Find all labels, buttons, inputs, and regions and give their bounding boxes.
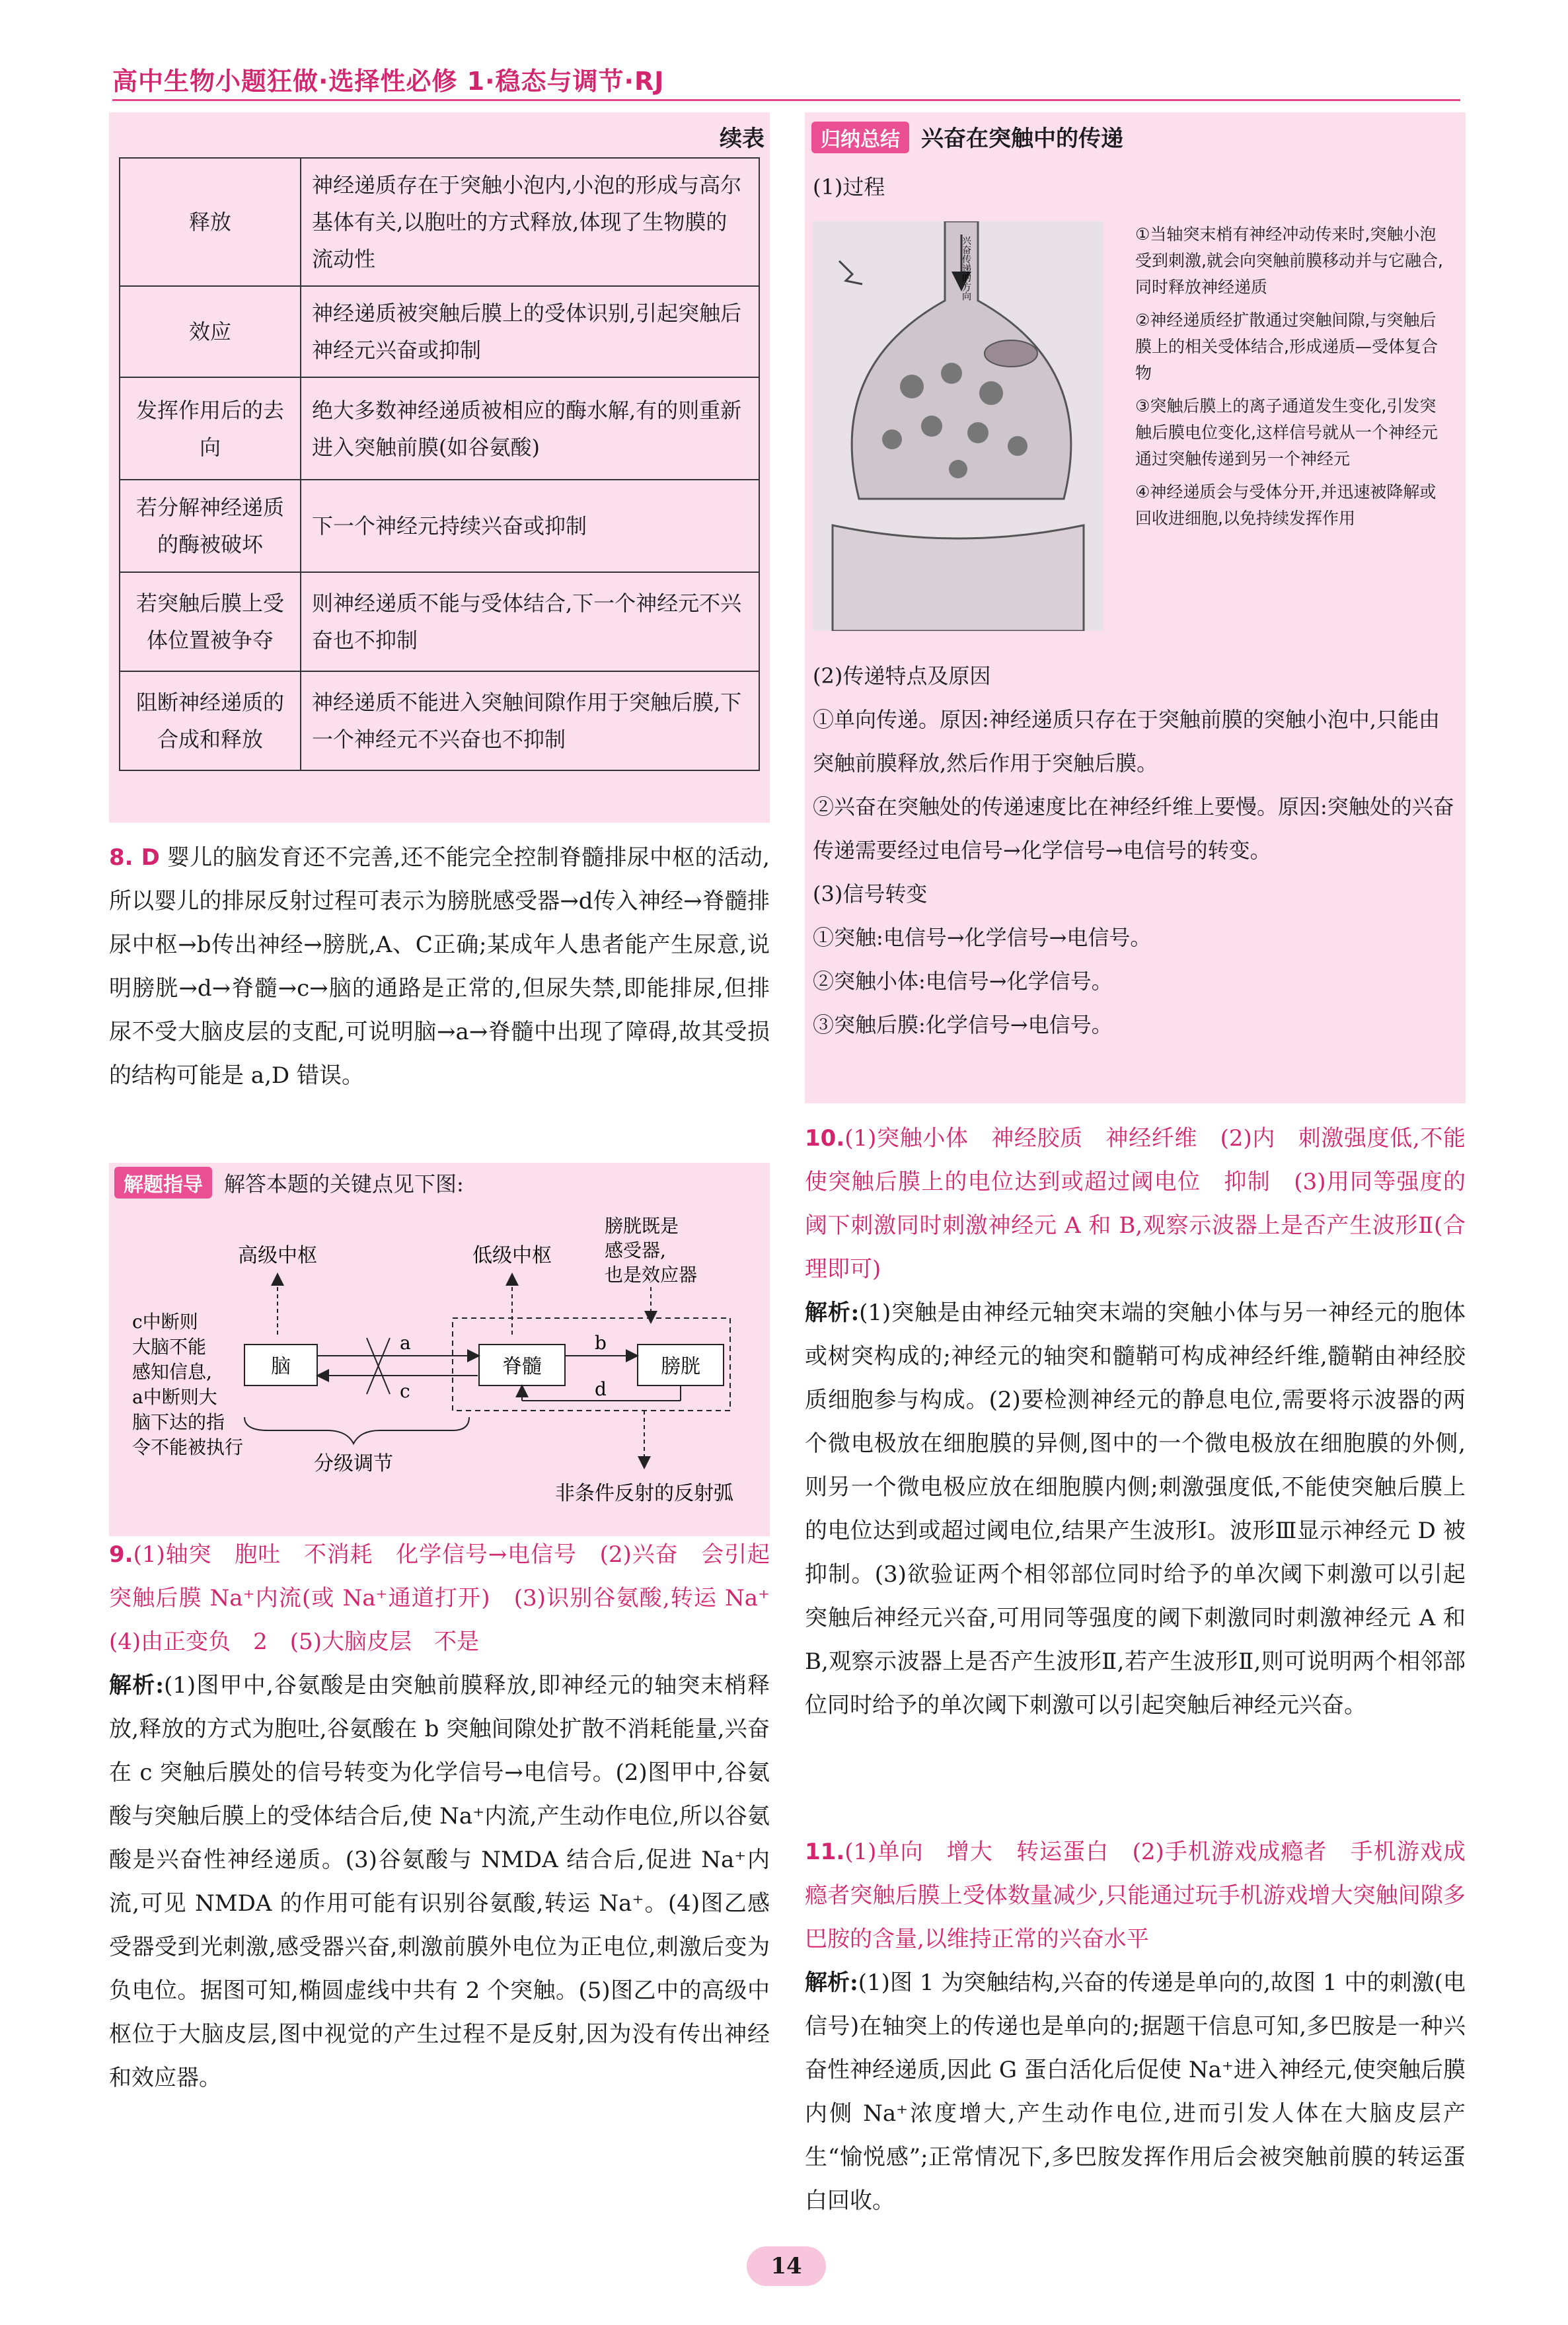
synapse-note-2: ②神经递质经扩散通过突触间隙,与突触后膜上的相关受体结合,形成递质—受体复合物 [1135, 311, 1438, 383]
table-cell: 阻断神经递质的合成和释放 [120, 671, 301, 770]
guide-box [109, 1163, 770, 1536]
table-cell: 神经递质被突触后膜上的受体识别,引起突触后神经元兴奋或抑制 [301, 286, 759, 377]
bladder-note-3: 也是效应器 [605, 1264, 698, 1286]
question-number: 8. D [109, 844, 160, 871]
question-9-answer [109, 1533, 792, 1664]
continued-table-box [109, 112, 770, 823]
summary-p3: (3)信号转变 [813, 881, 928, 906]
guide-intro: 解答本题的关键点见下图: [224, 1171, 464, 1197]
answer-text: (1)单向 增大 转运蛋白 (2)手机游戏成瘾者 手机游戏成瘾者突触后膜上受体数量减少,只能通过玩手机游戏增大突触间隙多巴胺的含量,以维持正常的兴奋水平 [805, 1839, 1466, 1952]
table-cell: 若分解神经递质的酶被破坏 [120, 480, 301, 572]
analysis-text: (1)图甲中,谷氨酸是由突触前膜释放,即神经元的轴突末梢释放,释放的方式为胞吐,谷氨酸在 b 突触间隙处扩散不消耗能量,兴奋在 c 突触后膜处的信号转变为化学信号→电信号。(2)图甲中,谷氨酸与突触后膜上的受体结合后,使 Na⁺内流,产生动作电位,所以谷氨酸是兴奋性神经递质。(3)谷氨酸与 NMDA 结合后,促进 Na⁺内流,可见 NMDA 的作用可能有识别谷氨酸,转运 Na⁺。(4)图乙感受器受到光刺激,感受器兴奋,刺激前膜外电位为正电位,刺激后变为负电位。据图可知,椭圆虚线中共有 2 个突触。(5)图乙中的高级中枢位于大脑皮层,图中视觉的产生过程不是反射,因为没有传出神经和效应器。 [109, 1672, 770, 2091]
synapse-note-1: ①当轴突末梢有神经冲动传来时,突触小泡受到刺激,就会向突触前膜移动并与它融合,同时释放神经递质 [1135, 225, 1443, 297]
table-cell: 发挥作用后的去向 [120, 377, 301, 480]
label-reflex-arc: 非条件反射的反射弧 [555, 1482, 733, 1505]
summary-p1: (1)过程 [813, 174, 885, 200]
table-cell: 神经递质不能进入突触间隙作用于突触后膜,下一个神经元不兴奋也不抑制 [301, 671, 759, 770]
header-rule [112, 99, 1460, 101]
analysis-label: 解析: [805, 1970, 858, 1996]
label-high-center: 高级中枢 [238, 1244, 317, 1267]
label-a: a [400, 1332, 411, 1354]
synapse-arrow-label: 兴奋传递的方向 [961, 236, 971, 301]
left-note-1: c中断则 [132, 1311, 198, 1333]
question-8 [109, 836, 770, 1097]
synapse-note-3: ③突触后膜上的离子通道发生变化,引发突触后膜电位变化,这样信号就从一个神经元通过突触传递到另一个神经元 [1135, 396, 1438, 468]
question-10-analysis [805, 1291, 1466, 1727]
answer-text: (1)轴突 胞吐 不消耗 化学信号→电信号 (2)兴奋 会引起突触后膜 Na⁺内流(或 Na⁺通道打开) (3)识别谷氨酸,转运 Na⁺ (4)由正变负 2 (5)大脑皮层 不是 [109, 1541, 792, 1655]
page-number: 14 [747, 2246, 826, 2286]
label-c: c [400, 1380, 410, 1402]
table-cell: 神经递质存在于突触小泡内,小泡的形成与高尔基体有关,以胞吐的方式释放,体现了生物膜的流动性 [301, 158, 759, 286]
left-note-5: 脑下达的指 [132, 1411, 225, 1433]
table-cell: 效应 [120, 286, 301, 377]
table-row [120, 286, 759, 377]
answer-text: (1)突触小体 神经胶质 神经纤维 (2)内 刺激强度低,不能使突触后膜上的电位达到或超过阈电位 抑制 (3)用同等强度的阈下刺激同时刺激神经元 A 和 B,观察示波器上是否产生波形Ⅱ(合理即可) [805, 1125, 1466, 1282]
summary-p2-line-1: ①单向传递。原因:神经递质只存在于突触前膜的突触小泡中,只能由突触前膜释放,然后作用于突触后膜。 [813, 707, 1440, 776]
question-11-answer [805, 1830, 1466, 1961]
left-note-6: 令不能被执行 [132, 1436, 244, 1458]
left-note-4: a中断则大 [132, 1386, 217, 1408]
table-row [120, 671, 759, 770]
label-level-regulation: 分级调节 [314, 1452, 393, 1475]
summary-p3-line-3: ③突触后膜:化学信号→电信号。 [813, 1012, 1113, 1037]
bladder-note-1: 膀胱既是 [605, 1215, 679, 1237]
summary-p3-line-1: ①突触:电信号→化学信号→电信号。 [813, 925, 1152, 950]
question-11 [805, 1830, 1466, 2223]
question-10-answer [805, 1117, 1466, 1291]
question-10 [805, 1117, 1466, 1727]
table-cell: 若突触后膜上受体位置被争夺 [120, 572, 301, 671]
analysis-label: 解析: [109, 1672, 164, 1699]
label-low-center: 低级中枢 [472, 1244, 552, 1267]
label-d: d [595, 1378, 607, 1400]
node-spine: 脊髓 [502, 1355, 542, 1378]
reflex-diagram [109, 1202, 770, 1533]
node-bladder: 膀胱 [661, 1355, 700, 1378]
summary-p2-line-2: ②兴奋在突触处的传递速度比在神经纤维上要慢。原因:突触处的兴奋传递需要经过电信号→化学信号→电信号的转变。 [813, 794, 1454, 863]
synapse-note-4: ④神经递质会与受体分开,并迅速被降解或回收进细胞,以免持续发挥作用 [1135, 482, 1437, 528]
label-b: b [595, 1332, 607, 1354]
question-number: 10. [805, 1125, 845, 1152]
question-number: 9. [109, 1541, 133, 1568]
running-header: 高中生物小题狂做·选择性必修 1·稳态与调节·RJ [112, 67, 665, 96]
table-row [120, 572, 759, 671]
table-row [120, 158, 759, 286]
question-9 [109, 1533, 792, 2100]
summary-p3-line-2: ②突触小体:电信号→化学信号。 [813, 969, 1113, 994]
analysis-label: 解析: [805, 1300, 860, 1326]
table-cell: 下一个神经元持续兴奋或抑制 [301, 480, 759, 572]
synapse-illustration [813, 221, 1103, 631]
summary-tag: 归纳总结 [811, 122, 909, 153]
table-row [120, 480, 759, 572]
bladder-note-2: 感受器, [605, 1239, 666, 1261]
analysis-text: (1)图 1 为突触结构,兴奋的传递是单向的,故图 1 中的刺激(电信号)在轴突上的传递也是单向的;据题干信息可知,多巴胺是一种兴奋性神经递质,因此 G 蛋白活化后促使 Na⁺进入神经元,使突触后膜内侧 Na⁺浓度增大,产生动作电位,进而引发人体在大脑皮层产生“愉悦感”;正常情况下,多巴胺发挥作用后会被突触前膜的转运蛋白回收。 [805, 1970, 1466, 2214]
question-8-text: 婴儿的脑发育还不完善,还不能完全控制脊髓排尿中枢的活动,所以婴儿的排尿反射过程可表示为膀胱感受器→d传入神经→脊髓排尿中枢→b传出神经→膀胱,A、C正确;某成年人患者能产生尿意,说明膀胱→d→脊髓→c→脑的通路是正常的,但尿失禁,即能排尿,但排尿不受大脑皮层的支配,可说明脑→a→脊髓中出现了障碍,故其受损的结构可能是 a,D 错误。 [109, 844, 770, 1089]
question-9-analysis [109, 1664, 770, 2100]
left-note-3: 感知信息, [132, 1361, 212, 1383]
table-cell: 绝大多数神经递质被相应的酶水解,有的则重新进入突触前膜(如谷氨酸) [301, 377, 759, 480]
summary-p2: (2)传递特点及原因 [813, 663, 991, 688]
analysis-text: (1)突触是由神经元轴突末端的突触小体与另一神经元的胞体或树突构成的;神经元的轴突和髓鞘可构成神经纤维,髓鞘由神经胶质细胞参与构成。(2)要检测神经元的静息电位,需要将示波器的两个微电极放在细胞膜的异侧,图中的一个微电极放在细胞膜的外侧,则另一个微电极应放在细胞膜内侧;刺激强度低,不能使突触后膜上的电位达到或超过阈电位,结果产生波形Ⅰ。波形Ⅲ显示神经元 D 被抑制。(3)欲验证两个相邻部位同时给予的单次阈下刺激可以引起突触后神经元兴奋,可用同等强度的阈下刺激同时刺激神经元 A 和 B,观察示波器上是否产生波形Ⅱ,若产生波形Ⅱ,则可说明两个相邻部位同时给予的单次阈下刺激可以引起突触后神经元兴奋。 [805, 1300, 1466, 1718]
guide-tag: 解题指导 [114, 1167, 212, 1199]
summary-title: 兴奋在突触中的传递 [921, 126, 1123, 152]
continued-table [119, 157, 760, 771]
node-brain: 脑 [271, 1355, 291, 1378]
left-note-2: 大脑不能 [132, 1336, 207, 1358]
table-row [120, 377, 759, 480]
table-cell: 则神经递质不能与受体结合,下一个神经元不兴奋也不抑制 [301, 572, 759, 671]
question-11-analysis [805, 1961, 1466, 2223]
question-number: 11. [805, 1839, 845, 1865]
table-cell: 释放 [120, 158, 301, 286]
summary-box [805, 112, 1466, 1103]
table-continued-label: 续表 [720, 126, 765, 152]
